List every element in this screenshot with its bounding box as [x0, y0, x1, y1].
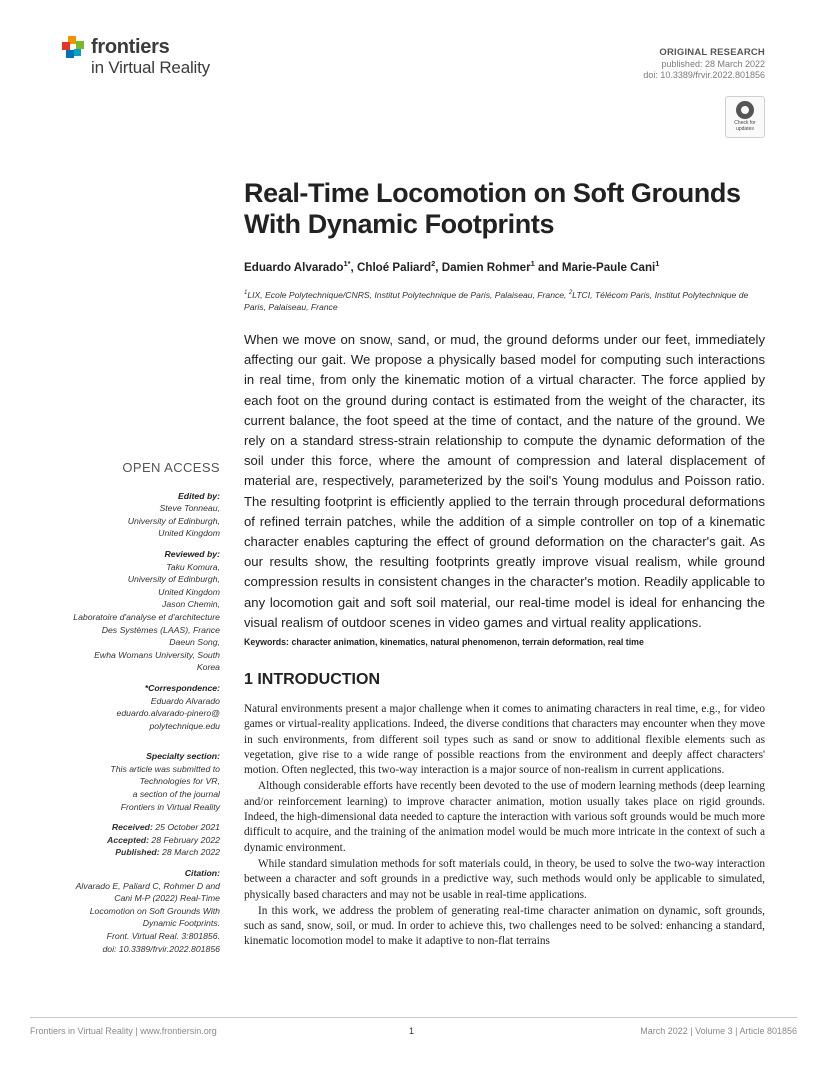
author-name[interactable]: Eduardo Alvarado — [244, 260, 344, 274]
sidebar-line: Eduardo Alvarado — [150, 695, 220, 706]
author-sup: 1* — [343, 259, 351, 268]
sidebar-line: This article was submitted to — [110, 763, 220, 774]
sidebar-line: Daeun Song, — [169, 637, 220, 648]
sidebar-line: Laboratoire d'analyse et d'architecture — [73, 611, 220, 622]
sidebar-line: Korea — [196, 662, 220, 673]
keywords-list: character animation, kinematics, natural phenomenon, terrain deformation, real time — [291, 637, 644, 647]
accepted-date: 28 February 2022 — [149, 834, 220, 845]
keywords — [244, 637, 765, 647]
author-separator: , — [435, 260, 442, 274]
sidebar-line: Steve Tonneau, — [159, 503, 220, 514]
check-for-updates-button[interactable] — [725, 96, 765, 138]
sidebar-line: Ewha Womans University, South — [94, 649, 220, 660]
dates — [30, 821, 220, 859]
sidebar-line: University of Edinburgh, — [127, 515, 220, 526]
author-sup: 2 — [431, 259, 436, 268]
sidebar-line: Des Systèmes (LAAS), France — [101, 624, 220, 635]
sidebar-line: Taku Komura, — [166, 561, 220, 572]
published-date: published: 28 March 2022 — [661, 58, 765, 69]
citation-info — [30, 880, 220, 956]
received-date: 25 October 2021 — [152, 822, 220, 833]
paragraph: Although considerable efforts have recently been devoted to the use of modern learning methods (deep learning and/or reinforcement learning) to improve character animation, motion usually takes place on rigid grounds. Indeed, the high-dimensional data needed to capture the interaction with various soft grounds would be much more difficult to acquire, and the training of the animation model would be much more intricate in the context of such a dynamic environment. — [244, 780, 765, 854]
reviewed-by-label: Reviewed by: — [164, 548, 220, 559]
sidebar-line: Locomotion on Soft Grounds With — [89, 905, 220, 916]
published-date-sidebar: 28 March 2022 — [159, 847, 220, 858]
author-name[interactable]: Damien Rohmer — [441, 260, 531, 274]
citation-doi[interactable]: doi: 10.3389/frvir.2022.801856 — [102, 943, 220, 954]
paragraph: Natural environments present a major challenge when it comes to animating characters in real time, e.g., for video games or virtual-reality applications. Indeed, the diverse conditions that characters may encounter when they move in such environments, from different soil types such as sand or snow to additional flexible elements such as vegetation, give rise to a wide range of possible reactions from the environment and deeply affect characters' motion. Often neglected, this two-way interaction is a major source of non-realism in current applications. — [244, 703, 765, 777]
reviewer-info — [30, 561, 220, 674]
abstract: When we move on snow, sand, or mud, the ground deforms under our feet, immediately affecting our gait. We propose a physically based model for computing such interactions in real time, from only the kinematic motion of a virtual character. The force applied by each foot on the ground during contact is estimated from the weight of the character, its current balance, the foot speed at the time of contact, and the nature of the ground. We rely on a standard stress-strain relationship to compute the dynamic deformation of the soil under this force, where the amount of compression and lateral displacement of material are, respectively, parameterized by the soil's Young modulus and Poisson ratio. The resulting footprint is efficiently applied to the terrain through procedural deformations of refined terrain patches, while the addition of a simple controller on top of a kinematic character enables capturing the effect of ground deformation on the character's gait. As our results show, the resulting footprints greatly improve visual realism, while ground compression results in consistent changes in the character's motion. Readily applicable to any locomotion gait and soft soil material, our real-time model is ideal for enhancing the visual realism of outdoor scenes in video games and virtual reality applications. — [244, 332, 765, 630]
author-sup: 1 — [530, 259, 535, 268]
journal-name: in Virtual Reality — [91, 58, 210, 77]
journal-logo[interactable] — [62, 34, 262, 86]
check-updates-icon — [736, 101, 754, 119]
published-label: Published: — [115, 847, 160, 858]
frontiers-logo-icon — [62, 36, 86, 60]
sidebar-line: Jason Chemin, — [162, 599, 220, 610]
sidebar — [30, 462, 220, 955]
sidebar-line: University of Edinburgh, — [127, 574, 220, 585]
affiliation-sup: 2 — [568, 290, 573, 296]
correspondence-email[interactable]: eduardo.alvarado-pinero@ — [116, 708, 220, 719]
editor-info — [30, 502, 220, 540]
author-name[interactable]: Chloé Paliard — [356, 260, 432, 274]
sidebar-line: Cani M-P (2022) Real-Time — [114, 893, 220, 904]
sidebar-line: Front. Virtual Real. 3:801856. — [106, 931, 220, 941]
correspondence-info — [30, 695, 220, 733]
sidebar-line: Technologies for VR, — [139, 776, 220, 787]
received-label: Received: — [111, 822, 153, 833]
paper-title: Real-Time Locomotion on Soft Grounds With Dynamic Footprints — [244, 178, 741, 239]
edited-by-label: Edited by: — [178, 490, 220, 501]
author-list — [244, 259, 764, 274]
correspondence-email[interactable]: polytechnique.edu — [149, 720, 220, 731]
check-updates-label: Check for updates — [734, 120, 756, 132]
footer-journal-link[interactable]: Frontiers in Virtual Reality | www.frontiersin.org — [30, 1026, 217, 1036]
introduction-body — [244, 702, 765, 951]
open-access-label: OPEN ACCESS — [122, 460, 220, 475]
affiliation-text: LIX, Ecole Polytechnique/CNRS, Institut Polytechnique de Paris, Palaiseau, France, — [247, 289, 569, 300]
specialty-label: Specialty section: — [146, 751, 220, 762]
sidebar-line: Dynamic Footprints. — [142, 918, 220, 929]
article-doi[interactable]: doi: 10.3389/frvir.2022.801856 — [643, 70, 765, 80]
accepted-label: Accepted: — [107, 834, 149, 845]
sidebar-line: United Kingdom — [158, 528, 220, 539]
author-sup: 1 — [655, 259, 660, 268]
brand-name: frontiers — [91, 36, 170, 58]
specialty-info — [30, 763, 220, 813]
footer-issue-info: March 2022 | Volume 3 | Article 801856 — [640, 1026, 797, 1036]
author-separator: , — [350, 260, 357, 274]
article-type: ORIGINAL RESEARCH — [659, 47, 765, 58]
footer-divider — [30, 1017, 797, 1018]
author-name[interactable]: Marie-Paule Cani — [561, 260, 656, 274]
affiliation-sup: 1 — [244, 290, 248, 296]
correspondence-label: *Correspondence: — [144, 682, 220, 693]
affiliations — [244, 287, 766, 314]
section-heading: 1 INTRODUCTION — [244, 671, 380, 688]
paragraph: While standard simulation methods for soft materials could, in theory, be used to solve the two-way interaction between a character and soft grounds in a predictive way, such methods would only be applicable to simulated, physically based characters and may not be usable in real-time applications. — [244, 857, 765, 901]
author-separator: and — [534, 260, 562, 274]
article-meta — [643, 47, 765, 82]
sidebar-line: Alvarado E, Paliard C, Rohmer D and — [75, 880, 220, 891]
page-number: 1 — [409, 1026, 415, 1036]
sidebar-line: a section of the journal — [132, 789, 220, 800]
citation-label: Citation: — [184, 868, 220, 879]
keywords-label: Keywords: — [244, 637, 289, 647]
affiliation-text: LTCI, Télécom Paris, Institut Polytechnique de Paris, Palaiseau, France — [244, 289, 749, 313]
paragraph: In this work, we address the problem of generating real-time character animation on dynamic, soft grounds, such as sand, snow, soil, or mud. In order to achieve this, two challenges need to be solved: enhancing a standard, kinematic locomotion model to make it adaptive to non-flat terrains — [244, 904, 765, 948]
sidebar-line: Frontiers in Virtual Reality — [120, 801, 220, 812]
sidebar-line: United Kingdom — [158, 586, 220, 597]
